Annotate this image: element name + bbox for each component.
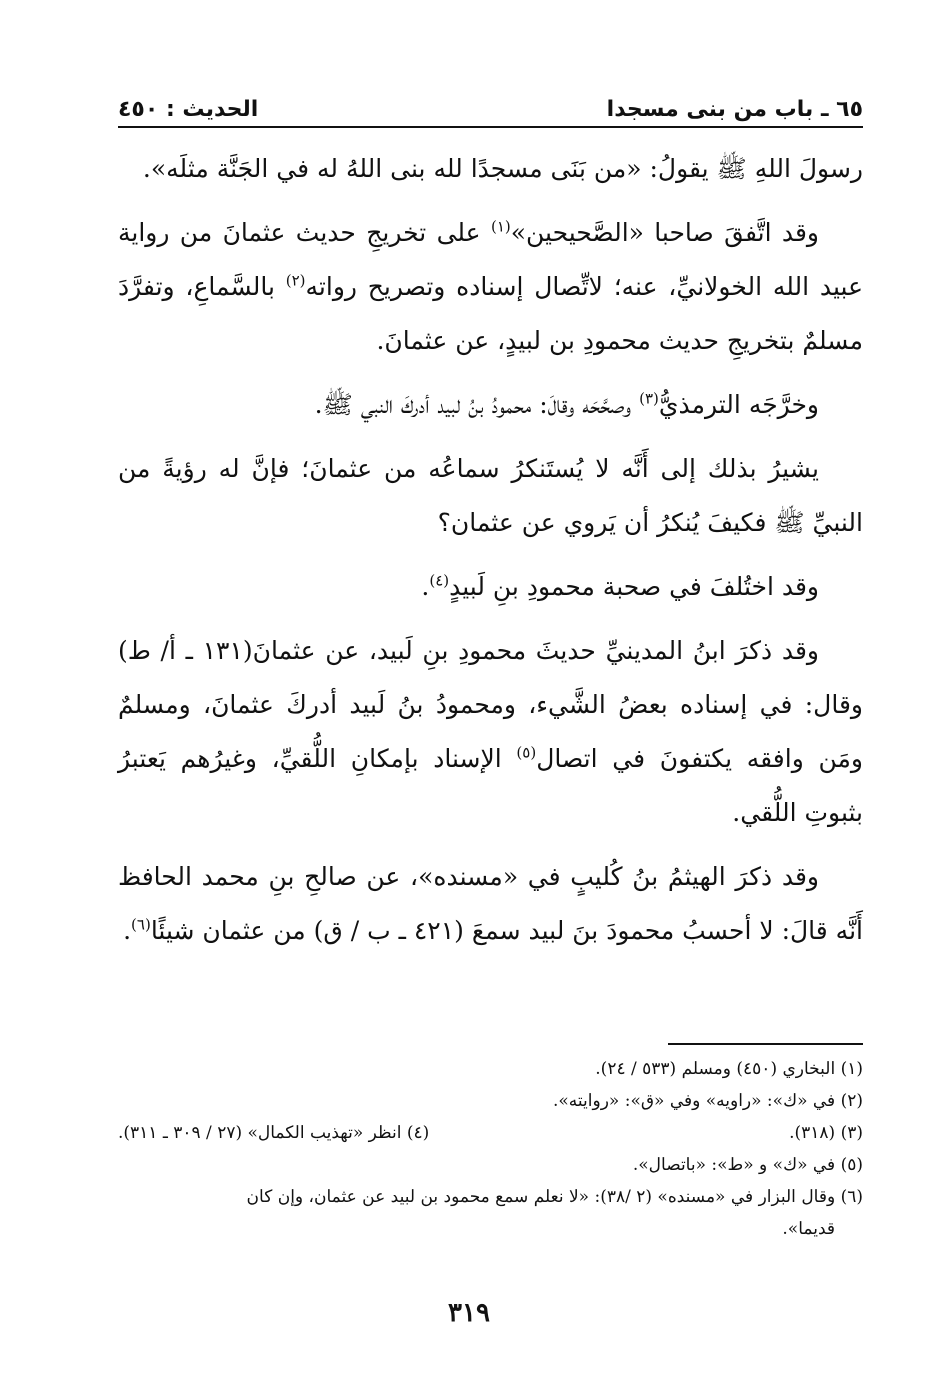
footnote-ref-5[interactable]: (٥) [516,743,537,762]
footnote-ref-3[interactable]: (٣) [639,389,659,408]
footnote-6: (٦) وقال البزار في «مسنده» (٢ /٣٨): «لا نعلم سمع محمود بن لبيد عن عثمان، وإن كان [246,1187,863,1207]
main-text [118,142,863,968]
footnote-1: (١) البخاري (٤٥٠) ومسلم (٥٣٣ / ٢٤). [595,1059,863,1079]
hadith-number: الحديث : ٤٥٠ [118,97,259,122]
footnote-6-continued: قديما». [782,1219,835,1239]
chapter-title: ٦٥ ـ باب من بنى مسجدا [606,97,863,122]
header-rule [118,126,863,128]
footnote-ref-2[interactable]: (٢) [285,271,306,290]
paragraph-5: وقد اختُلفَ في صحبة محمودِ بنِ لَبيدٍ$^{(٤)}$. [421,571,819,601]
footnote-5: (٥) في «ك» و «ط»: «باتصال». [632,1155,863,1175]
footnote-rule [668,1043,863,1045]
paragraph-3: وخرَّجَه الترمذيُّ$^{(٣)}$ وصحَّحَه وقالَ: محمودُ بنُ لبيد أدركَ النبي ﷺ. [314,389,819,419]
footnote-ref-4[interactable]: (٤) [429,571,450,590]
paragraph-1: رسولَ اللهِ ﷺ يقولُ: «من بَنَى مسجدًا لله بنى اللهُ له في الجَنَّة مثلَه». [142,154,863,183]
footnote-3: (٣) (٣١٨). [789,1123,863,1143]
page-number: ٣١٩ [448,1298,490,1328]
footnote-4: (٤) انظر «تهذيب الكمال» (٢٧ / ٣٠٩ ـ ٣١١). [118,1123,430,1143]
footnote-ref-1[interactable]: (١) [490,217,511,236]
paragraph-2: وقد اتَّفقَ صاحبا «الصَّحيحين»$^{(١)}$ على تخريجِ حديث عثمانَ من رواية عبيد الله الخولانيِّ، عنه؛ لاتِّصال إسناده وتصريح رواته$^{(٢)}$ بالسَّماعِ، وتفرَّدَ مسلمٌ بتخريجِ حديث محمودِ بن لبيدٍ، عن عثمانَ. [118,217,863,355]
paragraph-4: يشيرُ بذلك إلى أَنَّه لا يُستَنكرُ سماعُه من عثمانَ؛ فإنَّ له رؤيةً من النبيِّ ﷺ فكيفَ يُنكرُ أن يَروي عن عثمان؟ [118,454,863,537]
footnotes [118,1053,863,1245]
footnote-2: (٢) في «ك»: «راويه» وفي «ق»: «روايته». [552,1091,863,1111]
running-header [118,88,863,122]
paragraph-6: وقد ذكرَ ابنُ المدينيِّ حديثَ محمودِ بنِ لَبيد، عن عثمانَ(١٣١ ـ أ/ ط) وقال: في إسناده بعضُ الشَّيء، ومحمودُ بنُ لَبيد أدركَ عثمانَ، ومسلمٌ ومَن وافقه يكتفونَ في اتصال$^{(٥)}$ الإسناد بإمكانِ اللُّقيِّ، وغيرُهم يَعتبرُ بثبوتِ اللُّقي. [118,636,863,827]
paragraph-7: وقد ذكرَ الهيثمُ بنُ كُليبٍ في «مسنده»، عن صالحِ بنِ محمد الحافظ أَنَّه قالَ: لا أحسبُ محمودَ بنَ لبيد سمعَ (٤٢١ ـ ب / ق) من عثمان شيئًا$^{(٦)}$. [118,862,863,945]
footnote-row-3-4 [118,1117,863,1149]
footnote-ref-6[interactable]: (٦) [131,915,151,934]
